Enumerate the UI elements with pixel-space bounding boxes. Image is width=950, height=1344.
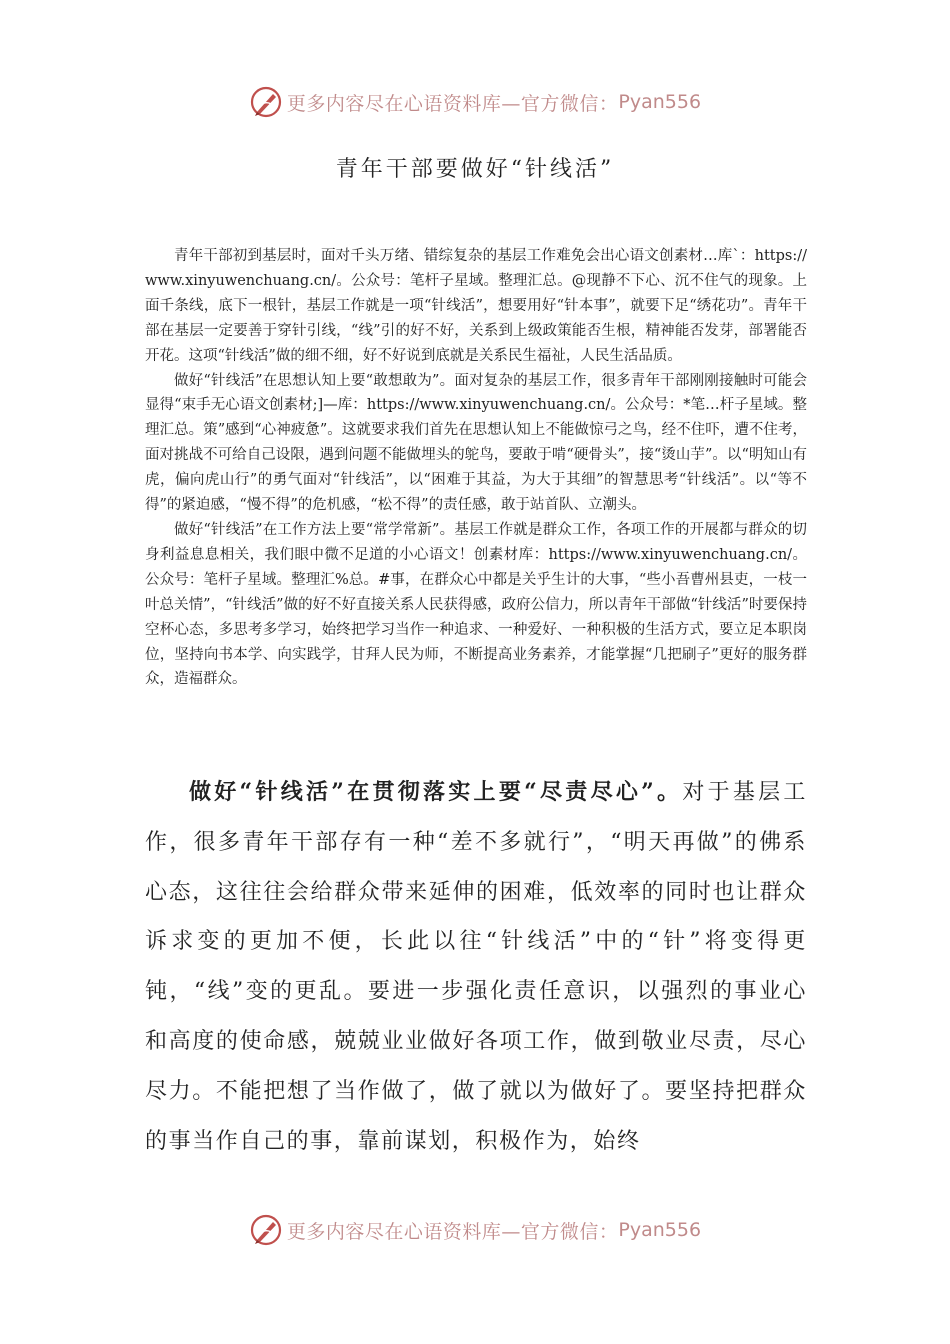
paragraph-4 xyxy=(145,768,807,1166)
pen-logo-icon xyxy=(249,85,283,119)
document-title: 青年干部要做好“针线活” xyxy=(335,157,615,182)
paragraph-4-body: 对于基层工作，很多青年干部存有一种“差不多就行”，“明天再做”的佛系心态，这往往会给群众带来延伸的困难，低效率的同时也让群众诉求变的更加不便，长此以往“针线活”中的“针”将变得更钝，“线”变的更乱。要进一步强化责任意识，以强烈的事业心和高度的使命感，兢兢业业做好各项工作，做到敬业尽责，尽心尽力。不能把想了当作做了，做了就以为做好了。要坚持把群众的事当作自己的事，靠前谋划，积极作为，始终 xyxy=(145,780,807,1154)
header-banner xyxy=(0,80,950,124)
banner-text: 更多内容尽在心语资料库—官方微信： xyxy=(286,1220,619,1243)
paragraph-3: 做好“针线活”在工作方法上要“常学常新”。基层工作就是群众工作，各项工作的开展都与群众的切身利益息息相关，我们眼中微不足道的小心语文！创素材库：https://www.xinyuwenchuang.cn/。公众号：笔杆子星域。整理汇%总。#事，在群众心中都是关乎生计的大事，“些小吾曹州县吏，一枝一叶总关情”，“针线活”做的好不好直接关系人民获得感，政府公信力，所以青年干部做“针线活”时要保持空杯心态，多思考多学习，始终把学习当作一种追求、一种爱好、一种积极的生活方式，要立足本职岗位，坚持向书本学、向实践学，甘拜人民为师，不断提高业务素养，才能掌握“几把刷子”更好的服务群众，造福群众。 xyxy=(145,521,807,688)
pen-logo-icon xyxy=(249,1213,283,1247)
banner-wechat-id: Pyan556 xyxy=(618,91,702,113)
banner-text: 更多内容尽在心语资料库—官方微信： xyxy=(286,92,619,115)
paragraph-2: 做好“针线活”在思想认知上要“敢想敢为”。面对复杂的基层工作，很多青年干部刚刚接触时可能会显得“束手无心语文创素材;]—库：https://www.xinyuwenchuang.cn/。公众号：*笔…杆子星域。整理汇总。策”感到“心神疲惫”。这就要求我们首先在思想认知上不能做惊弓之鸟，经不住吓，遭不住考，面对挑战不可给自己设限，遇到问题不能做埋头的鸵鸟，要敢于啃“硬骨头”，接“烫山芋”。以“明知山有虎，偏向虎山行”的勇气面对“针线活”，以“困难于其益，为大于其细”的智慧思考“针线活”。以“等不得”的紧迫感，“慢不得”的危机感，“松不得”的责任感，敢于站首队、立潮头。 xyxy=(145,372,807,514)
body-small-section xyxy=(145,244,807,692)
banner-wechat-id: Pyan556 xyxy=(618,1219,702,1241)
paragraph-4-lead: 做好“针线活”在贯彻落实上要“尽责尽心”。 xyxy=(189,779,683,805)
footer-banner xyxy=(0,1208,950,1252)
body-large-section xyxy=(145,768,807,1166)
paragraph-1: 青年干部初到基层时，面对千头万绪、错综复杂的基层工作难免会出心语文创素材…库`：https://www.xinyuwenchuang.cn/。公众号：笔杆子星域。整理汇总。@现静不下心、沉不住气的现象。上面千条线，底下一根针，基层工作就是一项“针线活”，想要用好“针本事”，就要下足“绣花功”。青年干部在基层一定要善于穿针引线，“线”引的好不好，关系到上级政策能否生根，精神能否发芽，部署能否开花。这项“针线活”做的细不细，好不好说到底就是关系民生福祉，人民生活品质。 xyxy=(145,248,807,364)
